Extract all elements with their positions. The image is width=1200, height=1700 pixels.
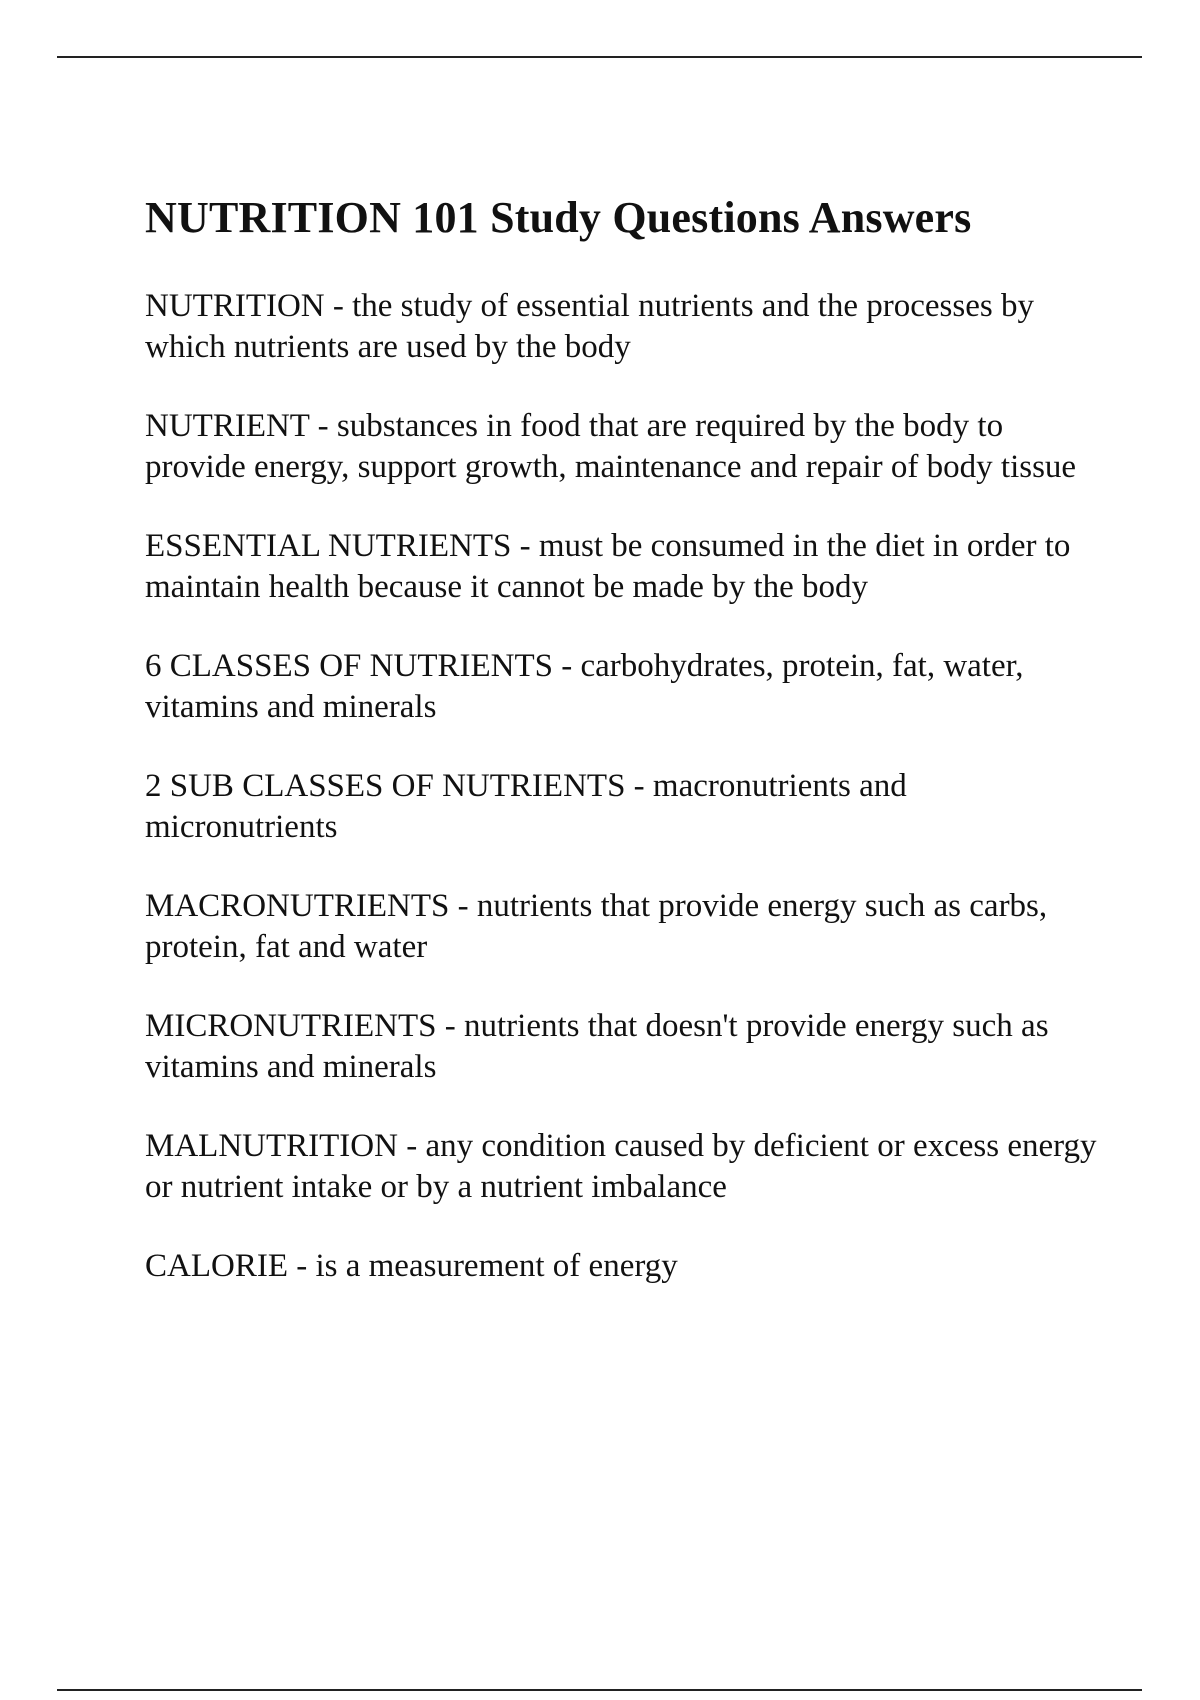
definition-calorie: CALORIE - is a measurement of energy (145, 1248, 678, 1284)
header-rule (57, 56, 1142, 58)
definition-malnutrition: MALNUTRITION - any condition caused by deficient or excess energy or nutrient intake or by a nutrient imbalance (145, 1128, 1097, 1205)
footer-rule (57, 1689, 1142, 1691)
definition-micronutrients: MICRONUTRIENTS - nutrients that doesn't provide energy such as vitamins and minerals (145, 1008, 1049, 1085)
document-body (145, 188, 1105, 1325)
definition-macronutrients: MACRONUTRIENTS - nutrients that provide energy such as carbs, protein, fat and water (145, 888, 1048, 965)
definition-nutrition: NUTRITION - the study of essential nutrients and the processes by which nutrients are used by the body (145, 288, 1034, 365)
page-title: NUTRITION 101 Study Questions Answers (145, 193, 972, 242)
definition-6-classes-of-nutrients: 6 CLASSES OF NUTRIENTS - carbohydrates, protein, fat, water, vitamins and minerals (145, 648, 1024, 725)
definition-nutrient: NUTRIENT - substances in food that are required by the body to provide energy, support growth, maintenance and repair of body tissue (145, 408, 1077, 485)
definition-2-sub-classes-of-nutrients: 2 SUB CLASSES OF NUTRIENTS - macronutrients and micronutrients (145, 768, 907, 845)
definition-essential-nutrients: ESSENTIAL NUTRIENTS - must be consumed in the diet in order to maintain health because it cannot be made by the body (145, 528, 1071, 605)
definition-list (145, 286, 1105, 1287)
